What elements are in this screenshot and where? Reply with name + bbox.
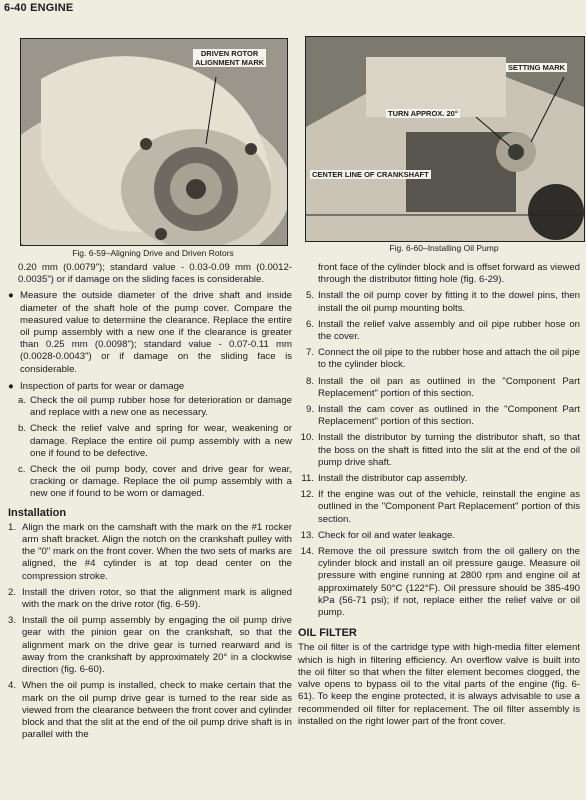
oil-filter-paragraph: The oil filter is of the cartridge type with high-media filter element which is high in filtering efficiency. An overflow valve is built into the oil filter so that when the filter element becomes clogged, the valve opens to bypass oil to the vital parts of the engine (fig. 6-61). To keep the engine protected, it is always advisable to use a recommended oil filter for replacement. The oil filter assembly is installed on the right lower part of the front cover. bbox=[298, 642, 580, 727]
bullet-dot: ● bbox=[8, 290, 14, 302]
install-step-7: 7. Connect the oil pipe to the rubber hose and attach the oil pipe to the cylinder block. bbox=[305, 347, 580, 371]
install-step-3: 3. Install the oil pump assembly by engaging the oil pump drive gear with the pinion gear on the crankshaft, so that the alignment mark on the drive gear is turned rearward and is away from the crankshaft by approximately 20° in a clockwise direction (fig. 6-60). bbox=[8, 615, 292, 676]
install-step-6: 6. Install the relief valve assembly and oil pipe rubber hose on the cover. bbox=[305, 318, 580, 343]
sub-item-c: c. Check the oil pump body, cover and drive gear for wear, cracking or damage. Replace the oil pump assembly with a new one if found to be worn or damaged. bbox=[18, 464, 292, 500]
install-step-3-text: Install the oil pump assembly by engaging the oil pump drive gear with the pinion gear on the crankshaft, so that the alignment mark on the drive gear is turned rearward and is away from the crankshaft by approximately 20° in a clockwise direction (fig. 6-60). bbox=[22, 615, 292, 676]
bullet-measure-text: Measure the outside diameter of the drive shaft and inside diameter of the shaft hole of the pump cover. Compare the measured value to determine the clearance. Replace the entire oil pump assembly with a new one if the clearance is greater than 0.25 mm (0.0098"); standard value - 0.07-0.11 mm (0.0028-0.0043") or if damage on the sliding face is considerable. bbox=[20, 290, 292, 375]
install-step-14: 14. Remove the oil pressure switch from the oil gallery on the cylinder block and install an oil pressure gauge. Measure oil pressure with engine running at 2800 rpm and engine oil at approximately 50°C (122°F). Oil pressure should be 385-490 kPa (56-71 psi); if not, replace either the relief valve or oil pump. bbox=[300, 546, 580, 619]
install-step-6-text: Install the relief valve assembly and oil pipe rubber hose on the cover. bbox=[318, 318, 580, 343]
sub-item-b: b. Check the relief valve and spring for wear, weakening or damage. Replace the entire oil pump assembly with a new one if found to be defective. bbox=[18, 423, 292, 459]
install-step-11: 11. Install the distributor cap assembly. bbox=[301, 473, 468, 485]
figure-6-60-photo bbox=[305, 36, 585, 242]
install-step-1-text: Align the mark on the camshaft with the mark on the #1 rocker arm shaft bracket. Align the notch on the crankshaft pulley with the "0" mark on the front cover. When the two sets of marks are aligned, the #4 cylinder is at top dead center on the compression stroke. bbox=[22, 521, 292, 582]
install-step-13-text: Check for oil and water leakage. bbox=[318, 529, 456, 541]
oil-filter-heading: OIL FILTER bbox=[298, 627, 357, 640]
install-step-5: 5. Install the oil pump cover by fitting it to the dowel pins, then install the oil pump mounting bolts. bbox=[305, 290, 580, 314]
oil-pump-rotor-illustration bbox=[21, 39, 287, 245]
install-step-14-text: Remove the oil pressure switch from the oil gallery on the cylinder block and install an oil pressure gauge. Measure oil pressure with engine running at 2800 rpm and engine oil at approximately 50°C (122°F). Oil pressure should be 385-490 kPa (56-71 psi); if not, replace either the relief valve or oil pump. bbox=[318, 546, 580, 619]
install-step-9: 9. Install the cam cover as outlined in the "Component Part Replacement" portion of this section. bbox=[305, 404, 580, 428]
install-step-4: 4. When the oil pump is installed, check to make certain that the mark on the oil pump drive gear is turned to the rear side as viewed from the clearance between the front cover and cylinder block and that the slit at the end of the oil pump drive shaft is in parallel with the bbox=[8, 680, 292, 741]
install-step-8: 8. Install the oil pan as outlined in the "Component Part Replacement" portion of this section. bbox=[305, 375, 580, 399]
bullet-inspection bbox=[8, 381, 292, 393]
bullet-dot: ● bbox=[8, 380, 14, 392]
driven-rotor-callout: DRIVEN ROTOR ALIGNMENT MARK bbox=[195, 49, 265, 67]
sub-item-a-text: Check the oil pump rubber hose for deterioration or damage and replace with a new one as necessary. bbox=[30, 395, 292, 419]
install-step-2-text: Install the driven rotor, so that the alignment mark is aligned with the mark on the drive rotor (fig. 6-59). bbox=[22, 586, 292, 611]
install-step-12: 12. If the engine was out of the vehicle, reinstall the engine as outlined in the "Component Part Replacement" portion of this section. bbox=[300, 489, 580, 525]
install-step-2: 2. Install the driven rotor, so that the alignment mark is aligned with the mark on the drive rotor (fig. 6-59). bbox=[8, 586, 292, 611]
install-step-8-text: Install the oil pan as outlined in the "Component Part Replacement" portion of this section. bbox=[318, 375, 580, 399]
installation-heading: Installation bbox=[8, 506, 67, 519]
figure-6-59-caption: Fig. 6-59–Aligning Drive and Driven Rotors bbox=[72, 248, 234, 258]
sub-item-b-text: Check the relief valve and spring for wear, weakening or damage. Replace the entire oil pump assembly with a new one if found to be defective. bbox=[30, 423, 292, 459]
install-step-7-text: Connect the oil pipe to the rubber hose and attach the oil pipe to the cylinder block. bbox=[318, 347, 580, 371]
setting-mark-callout: SETTING MARK bbox=[508, 63, 566, 72]
figure-6-59-photo bbox=[20, 38, 288, 246]
continuation-paragraph: front face of the cylinder block and is offset forward as viewed through the distributor fitting hole (fig. 6-29). bbox=[318, 262, 580, 286]
install-step-1: 1. Align the mark on the camshaft with the mark on the #1 rocker arm shaft bracket. Align the notch on the crankshaft pulley with the "0" mark on the front cover. When the two sets of marks are aligned, the #4 cylinder is at top dead center on the compression stroke. bbox=[8, 521, 292, 582]
install-step-11-text: Install the distributor cap assembly. bbox=[318, 473, 468, 485]
install-step-12-text: If the engine was out of the vehicle, reinstall the engine as outlined in the "Component Part Replacement" portion of this section. bbox=[318, 489, 580, 525]
intro-paragraph: 0.20 mm (0.0079"); standard value - 0.03-0.09 mm (0.0012-0.0035") or if damage on the sliding faces is considerable. bbox=[18, 262, 292, 286]
left-column bbox=[8, 262, 292, 745]
right-column bbox=[298, 262, 580, 732]
bullet-measure bbox=[8, 290, 292, 375]
install-step-10: 10. Install the distributor by turning the distributor shaft, so that the boss on the shaft is fitted into the slit at the end of the oil pump drive shaft. bbox=[300, 432, 580, 468]
figure-6-60-caption: Fig. 6-60–Installing Oil Pump bbox=[389, 243, 499, 253]
install-step-9-text: Install the cam cover as outlined in the "Component Part Replacement" portion of this section. bbox=[318, 404, 580, 428]
install-step-13: 13. Check for oil and water leakage. bbox=[300, 529, 456, 541]
sub-item-a: a. Check the oil pump rubber hose for deterioration or damage and replace with a new one as necessary. bbox=[18, 395, 292, 419]
install-step-4-text: When the oil pump is installed, check to make certain that the mark on the oil pump drive gear is turned to the rear side as viewed from the clearance between the front cover and cylinder block and that the slit at the end of the oil pump drive shaft is in parallel with the bbox=[22, 680, 292, 741]
install-step-10-text: Install the distributor by turning the distributor shaft, so that the boss on the shaft is fitted into the slit at the end of the oil pump drive shaft. bbox=[318, 432, 580, 468]
turn-approx-callout: TURN APPROX. 20° bbox=[388, 109, 458, 118]
page-header: 6-40 ENGINE bbox=[4, 2, 74, 14]
center-line-callout: CENTER LINE OF CRANKSHAFT bbox=[312, 170, 429, 179]
sub-item-c-text: Check the oil pump body, cover and drive gear for wear, cracking or damage. Replace the oil pump assembly with a new one if found to be worn or damaged. bbox=[30, 464, 292, 500]
bullet-inspection-text: Inspection of parts for wear or damage bbox=[20, 380, 185, 392]
install-step-5-text: Install the oil pump cover by fitting it to the dowel pins, then install the oil pump mounting bolts. bbox=[318, 290, 580, 314]
